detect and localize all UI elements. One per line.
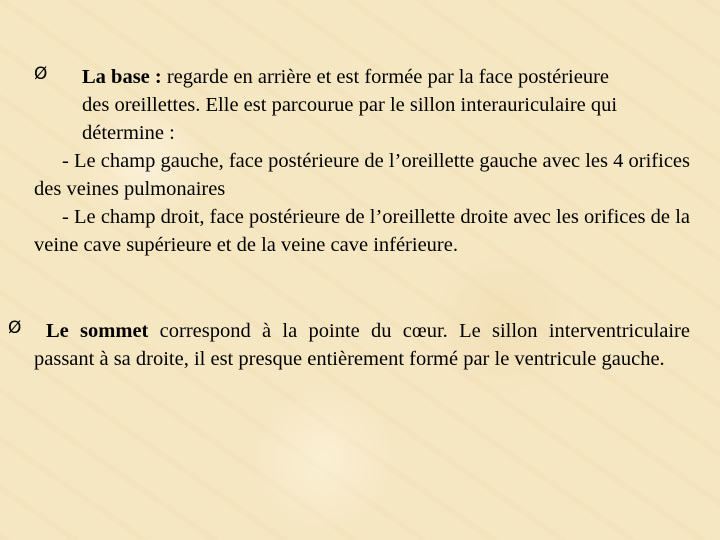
base-item-right — [34, 203, 690, 259]
base-section — [34, 63, 690, 259]
base-paragraph — [34, 63, 622, 147]
sommet-paragraph — [34, 317, 690, 373]
base-label: La base : — [82, 66, 162, 88]
sommet-label: Le sommet — [46, 320, 149, 342]
base-item1-text: - Le champ gauche, face postérieure de l’oreillette gauche avec les 4 orifices des veines pulmonaires — [34, 150, 690, 200]
base-item-left — [34, 147, 690, 203]
base-intro: regarde en arrière et est formée par la face postérieure des oreillettes. Elle est parcourue par le sillon interauriculaire qui détermine : — [82, 66, 618, 144]
bullet-arrow-icon: Ø — [8, 318, 22, 338]
bullet-arrow-icon: Ø — [34, 64, 48, 84]
sommet-section — [34, 317, 690, 373]
sommet-text: correspond à la pointe du cœur. Le sillon interventriculaire passant à sa droite, il est presque entièrement formé par le ventricule gauche. — [34, 320, 690, 370]
base-item2-text: - Le champ droit, face postérieure de l’oreillette droite avec les orifices de la veine cave supérieure et de la veine cave inférieure. — [34, 206, 690, 256]
